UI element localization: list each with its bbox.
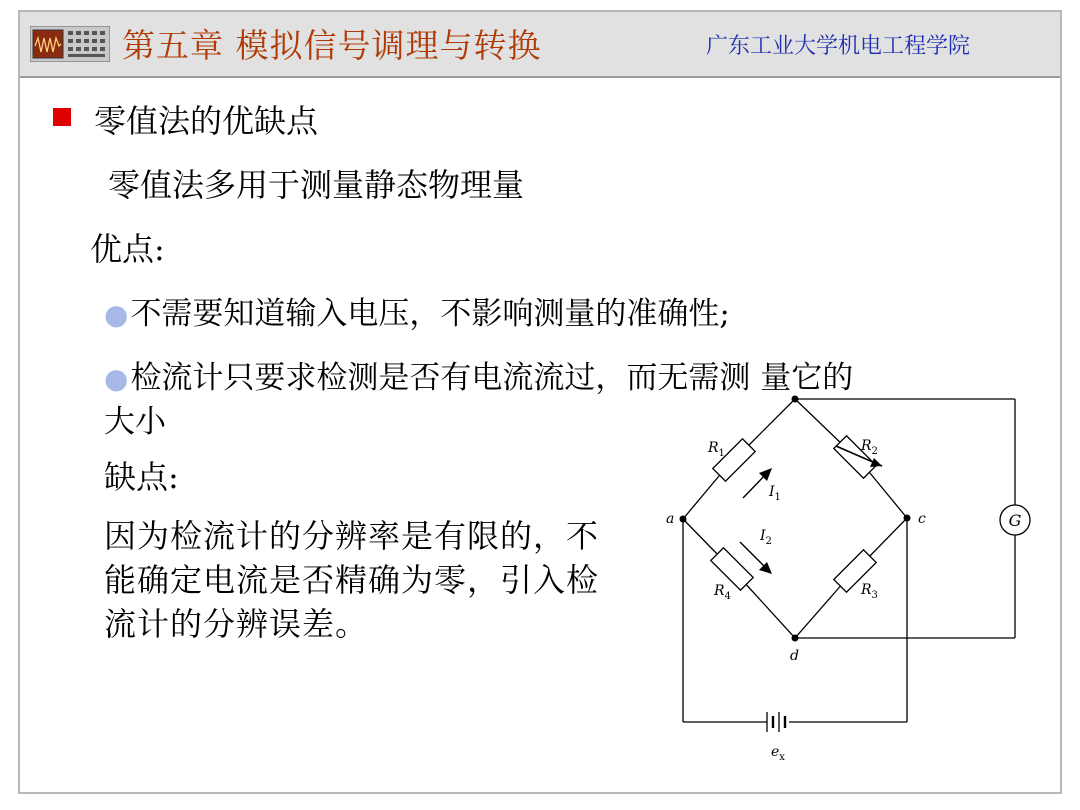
oscilloscope-icon (30, 26, 110, 62)
source-label: $e_x$ (771, 744, 785, 763)
node-top-dot (792, 396, 799, 403)
node-c-dot (904, 515, 911, 522)
bullet-dot-icon: ● (104, 298, 129, 331)
institution-name: 广东工业大学机电工程学院 (706, 34, 971, 59)
header-divider (20, 76, 1060, 78)
node-c-label: c (918, 511, 926, 527)
resistor-r1-label: $R_1$ (708, 440, 725, 459)
subheading: 零值法多用于测量静态物理量 (108, 166, 525, 204)
wire-right-lower (866, 518, 907, 560)
node-d-dot (792, 635, 799, 642)
section-heading: 零值法的优缺点 (94, 102, 319, 140)
bullet-dot-icon: ● (104, 362, 129, 395)
cons-label: 缺点: (104, 458, 179, 496)
node-a-dot (680, 516, 687, 523)
wire-right-upper (865, 467, 907, 518)
resistor-r3-label: $R_3$ (861, 582, 878, 601)
cons-line: 能确定电流是否精确为零，引入检 (104, 561, 600, 599)
node-a-label: a (666, 511, 675, 527)
pros-item (104, 288, 730, 333)
node-d-label: d (790, 648, 799, 664)
pros-item-text: 不需要知道输入电压，不影响测量的准确性; (130, 296, 730, 332)
wire-bottom-right (795, 582, 844, 638)
cons-text (104, 514, 649, 646)
cons-line: 因为检流计的分辨率是有限的，不 (104, 517, 600, 555)
pros-item-text: 检流计只要求检测是否有电流流过，而无需测 量它的 (130, 360, 854, 396)
wire-bottom-left (743, 581, 795, 638)
pros-item-continuation: 大小 (104, 404, 166, 440)
galvanometer-label: G (1008, 511, 1022, 530)
wire-left-lower (683, 519, 720, 557)
cons-line: 流计的分辨误差。 (104, 605, 369, 643)
resistor-r2-label: $R_2$ (861, 438, 878, 457)
resistor-r4-label: $R_4$ (714, 583, 731, 602)
current-i1-label: $I_1$ (769, 484, 781, 503)
wire-top-left (744, 399, 795, 450)
wire-left-upper (683, 470, 724, 519)
bullet-square-icon (53, 108, 71, 126)
wire-top-right (795, 399, 845, 447)
current-i2-label: $I_2$ (760, 528, 772, 547)
pros-label: 优点: (90, 230, 165, 268)
bridge-circuit-diagram (660, 390, 1060, 770)
resistor-r1 (713, 439, 755, 481)
chapter-title: 第五章 模拟信号调理与转换 (122, 26, 542, 65)
